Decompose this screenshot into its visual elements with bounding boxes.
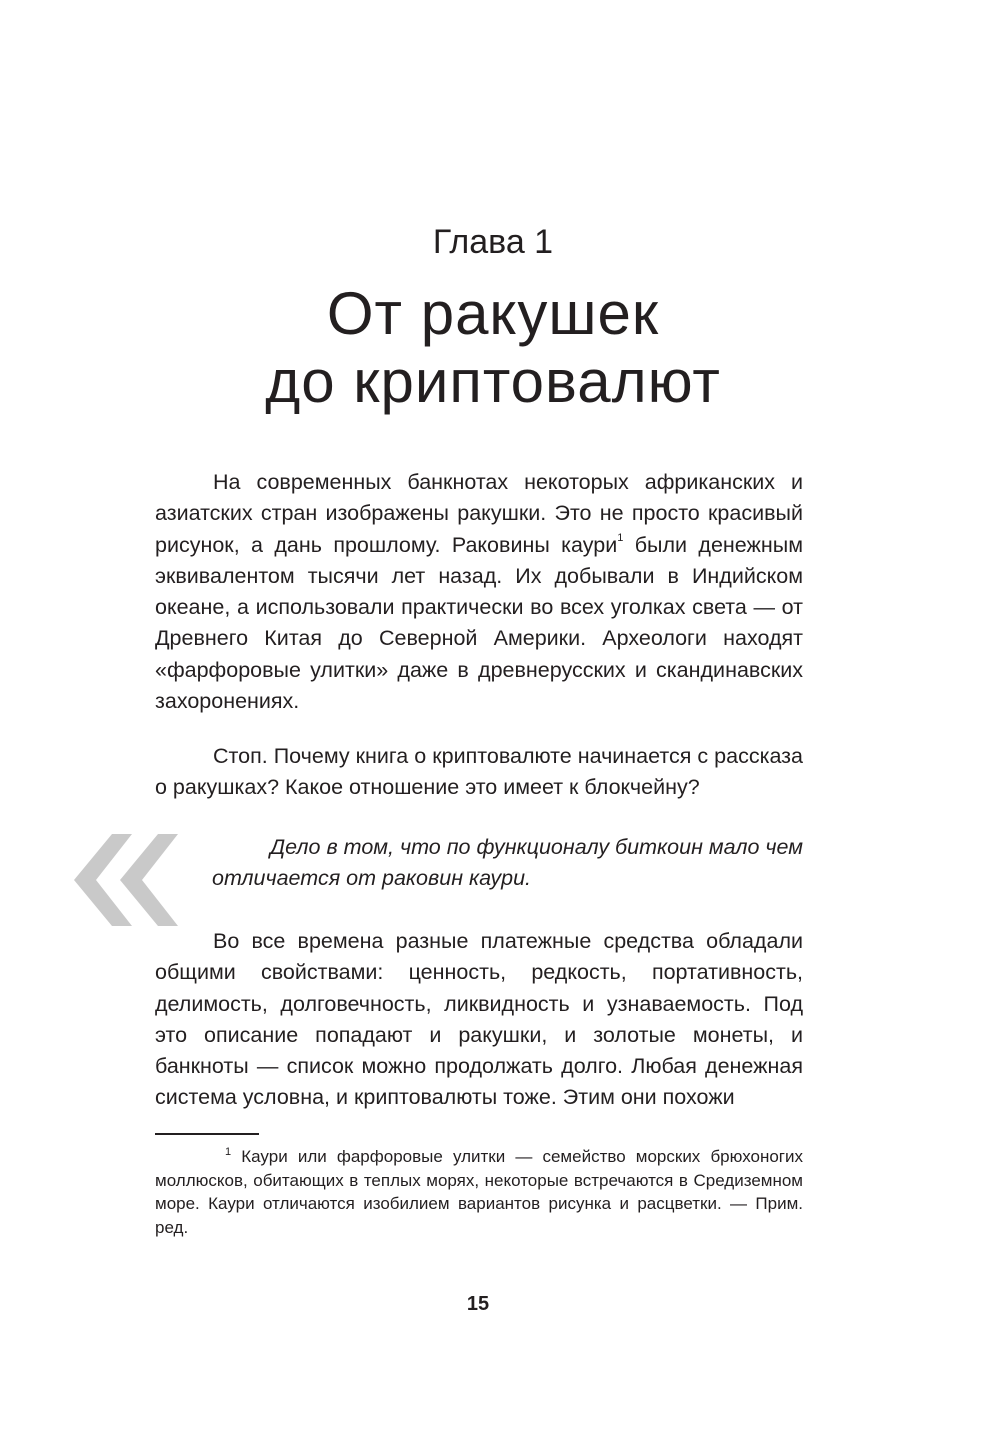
paragraph-2: Стоп. Почему книга о криптовалюте начинается с рассказа о ракушках? Какое отношение это имеет к блокчейну? — [155, 744, 803, 800]
paragraph-3: Во все времена разные платежные средства обладали общими свойствами: ценность, редкость, портативность, делимость, долговечность, ликвидность и узнаваемость. Под это описание попадают и ракушки, и золотые монеты, и банкноты — список можно продолжать долго. Любая денежная система условна, и криптовалюты тоже. Этим они похожи — [155, 929, 803, 1110]
chapter-title-line-1: От ракушек — [326, 280, 660, 347]
footnote-number: 1 — [225, 1146, 232, 1158]
footnote — [155, 1145, 803, 1239]
footnote-reference[interactable]: 1 — [617, 531, 624, 544]
pull-quote: Дело в том, что по функционалу биткоин мало чем отличается от раковин каури. — [212, 835, 803, 891]
page-number: 15 — [466, 1293, 490, 1315]
footnote-divider — [155, 1133, 259, 1135]
footnote-spacer — [231, 1147, 241, 1166]
paragraph-1-text-a: На современных банкнотах некоторых африканских и азиатских стран изображены ракушки. Это не просто красивый рисунок, а дань прошлому. Раковины каури — [155, 470, 803, 557]
chapter-title-line-2: до криптовалют — [265, 348, 721, 415]
quote-mark-right-chevron — [120, 834, 178, 926]
quote-mark-icon — [74, 828, 178, 932]
chapter-label: Глава 1 — [432, 223, 554, 261]
chapter-title — [0, 280, 986, 416]
paragraph-1-text-b: были денежным эквивалентом тысячи лет назад. Их добывали в Индийском океане, а использовали практически во всех уголках света — от Древнего Китая до Северной Америки. Археологи находят «фарфоровые улитки» даже в древнерусских и скандинавских захоронениях. — [155, 532, 803, 714]
paragraph-1 — [155, 467, 803, 717]
footnote-text: Каури или фарфоровые улитки — семейство морских брюхоногих моллюсков, обитающих в теплых морях, некоторые встречаются в Средиземном море. Каури отличаются изобилием вариантов рисунка и расцветки. — Прим. ред. — [155, 1147, 803, 1237]
